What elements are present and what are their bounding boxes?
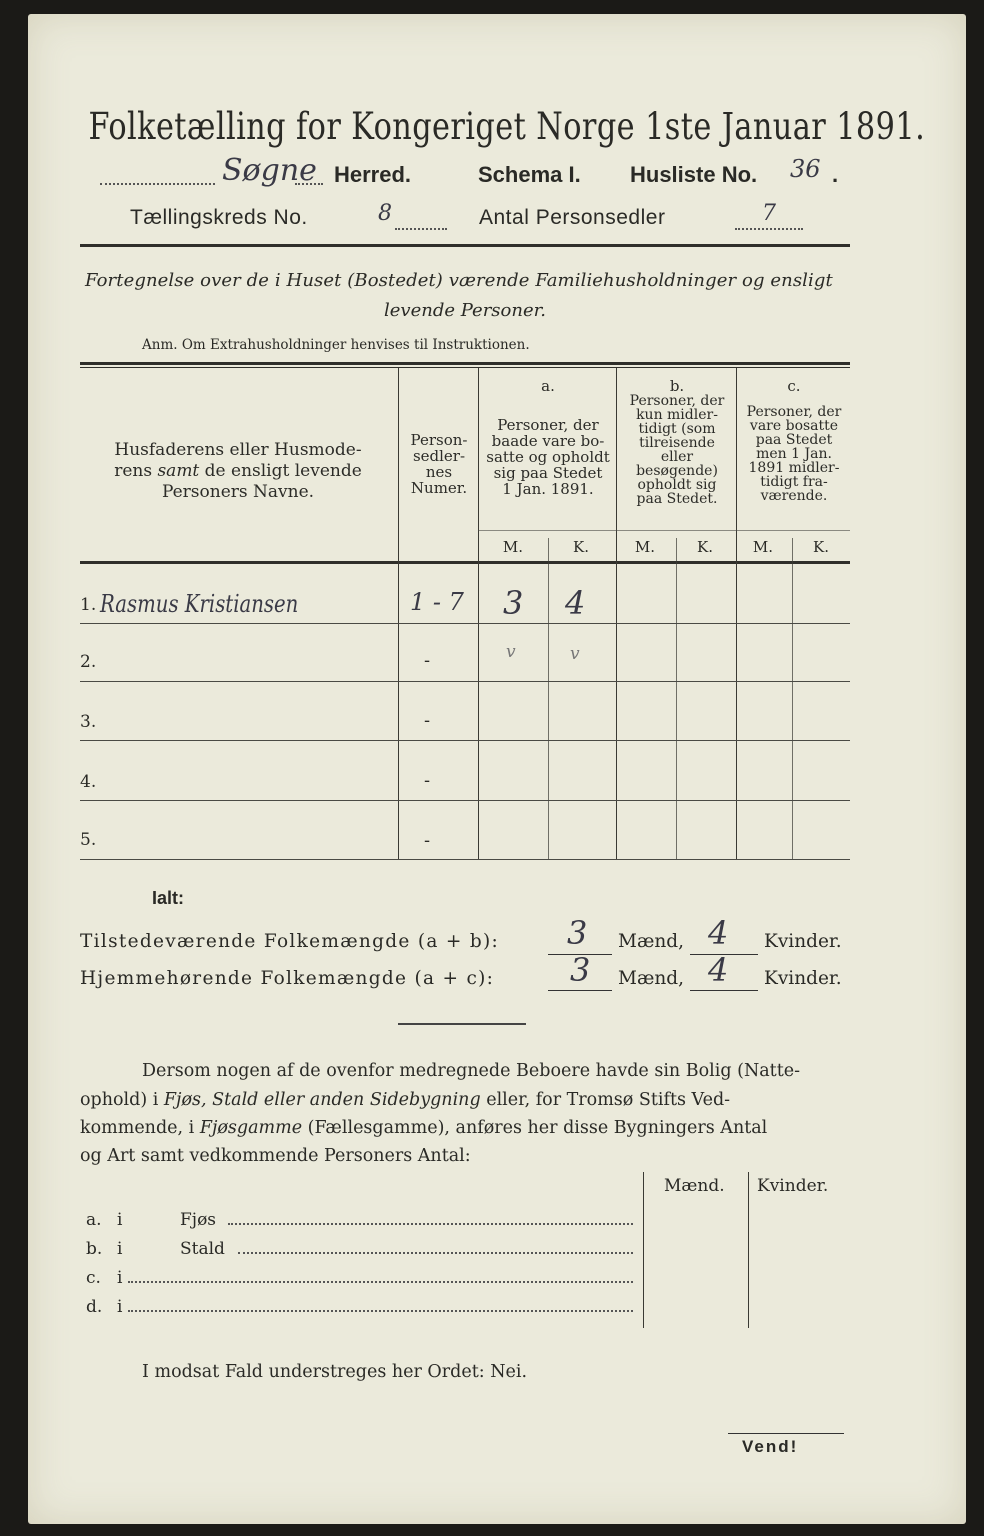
building-letter: c. (86, 1268, 101, 1288)
kreds-dotted-line (395, 228, 447, 230)
col-header-name-line: rens samt de ensligt levende (114, 461, 362, 481)
buildings-para-line: og Art samt vedkommende Personers Antal: (80, 1146, 471, 1166)
col-header-b-line: tidigt (som (638, 421, 716, 437)
row-rule (80, 623, 850, 624)
col-c-m-label: M. (752, 538, 774, 556)
census-form-sheet (28, 14, 966, 1524)
row-number: 1. (80, 595, 97, 615)
col-header-b-line: Personer, der (629, 393, 725, 409)
col-header-name-line: Personers Navne. (161, 482, 315, 502)
building-letter: d. (86, 1297, 103, 1317)
col-header-num-line: Numer. (410, 479, 468, 497)
col-divider-3 (616, 368, 617, 860)
col-header-a-line: Personer, der (497, 416, 599, 434)
col-header-b (618, 394, 736, 506)
col-header-c-line: tidigt fra- (760, 474, 828, 490)
header-rule (80, 244, 850, 247)
col-b-k-label: K. (697, 538, 713, 556)
col-header-b-line: kun midler- (636, 407, 718, 423)
herred-dotted-line-2 (295, 183, 323, 185)
col-header-num-line: nes (425, 463, 453, 481)
row-sedler: - (424, 650, 431, 671)
row-a-k: 4 (565, 584, 586, 622)
anm-note: Anm. Om Extrahusholdninger henvises til Instruktionen. (142, 337, 530, 353)
row-sedler: - (424, 710, 431, 731)
tilstede-maend-word: Mænd, (618, 931, 684, 952)
row-number: 5. (80, 830, 97, 850)
section-divider (398, 1023, 526, 1025)
row-rule (80, 681, 850, 682)
buildings-col-divider-1 (643, 1172, 644, 1328)
hjemme-maend-word: Mænd, (618, 968, 684, 989)
row-name: Rasmus Kristiansen (100, 590, 299, 618)
mk-header-rule (478, 530, 850, 531)
buildings-para-line: ophold) i Fjøs, Stald eller anden Sidebygning eller, for Tromsø Stifts Ved- (80, 1090, 731, 1110)
row-a-m: v (506, 642, 516, 662)
intro-line-2: levende Personer. (384, 300, 546, 321)
kreds-value: 8 (378, 201, 392, 226)
row-number: 4. (80, 772, 97, 792)
col-header-name (82, 440, 394, 503)
col-header-b-line: paa Stedet. (636, 491, 718, 507)
building-prep: i (117, 1210, 123, 1230)
col-header-c-line: 1891 midler- (748, 460, 840, 476)
col-a-k-label: K. (573, 538, 589, 556)
col-header-name-line: Husfaderens eller Husmode- (114, 440, 362, 460)
col-header-c-line: men 1 Jan. (756, 446, 832, 462)
col-a-m-label: M. (502, 538, 524, 556)
building-prep: i (117, 1239, 123, 1259)
col-header-c (738, 405, 850, 503)
building-name: Stald (180, 1239, 225, 1259)
row-a-m: 3 (503, 584, 524, 622)
col-header-num (400, 432, 478, 496)
building-prep: i (117, 1297, 123, 1317)
buildings-kvinder-header: Kvinder. (757, 1176, 829, 1196)
husliste-period: . (832, 162, 839, 187)
buildings-maend-header: Mænd. (664, 1176, 725, 1196)
husliste-label: Husliste No. (630, 162, 758, 187)
tilstede-maend-value: 3 (567, 914, 588, 952)
col-header-c-line: paa Stedet (755, 432, 833, 448)
col-header-b-line: besøgende) (636, 463, 718, 479)
table-top-rule (80, 362, 850, 365)
col-header-a-line: satte og opholdt (486, 448, 610, 466)
col-header-a-letter: a. (541, 377, 555, 395)
ialt-label: Ialt: (152, 888, 185, 908)
col-divider-1 (398, 368, 399, 860)
col-header-a-line: baade vare bo- (491, 432, 605, 450)
form-title: Folketælling for Kongeriget Norge 1ste Januar 1891. (88, 105, 926, 148)
col-header-c-line: værende. (760, 488, 828, 504)
antal-dotted-line (735, 228, 803, 230)
building-letter: b. (86, 1239, 103, 1259)
row-number: 2. (80, 652, 97, 672)
kreds-label: Tællingskreds No. (130, 206, 308, 229)
row-a-k: v (570, 644, 580, 664)
building-dotted-line (128, 1281, 633, 1283)
col-header-a-line: sig paa Stedet (493, 464, 603, 482)
col-c-mk-divider (792, 538, 793, 860)
col-divider-4 (736, 368, 737, 860)
building-dotted-line (128, 1310, 633, 1312)
building-letter: a. (86, 1210, 102, 1230)
col-header-b-line: tilreisende (639, 435, 715, 451)
buildings-para-line: kommende, i Fjøsgamme (Fællesgamme), anføres her disse Bygningers Antal (80, 1118, 768, 1138)
modsat-fald-line: I modsat Fald understreges her Ordet: Nei. (142, 1362, 528, 1382)
col-header-a-line: 1 Jan. 1891. (502, 480, 594, 498)
table-header-bottom-rule (80, 561, 850, 564)
buildings-col-divider-2 (748, 1172, 749, 1328)
col-header-b-line: opholdt sig (637, 477, 717, 493)
hjemme-kvinder-line (690, 990, 758, 991)
col-header-c-letter: c. (787, 377, 801, 395)
building-dotted-line (238, 1252, 633, 1254)
hjemme-kvinder-word: Kvinder. (764, 968, 842, 989)
hjemme-kvinder-value: 4 (708, 951, 729, 989)
vend-rule (728, 1433, 844, 1434)
row-rule (80, 800, 850, 801)
row-sedler: - (424, 830, 431, 851)
intro-line-1: Fortegnelse over de i Huset (Bostedet) værende Familiehusholdninger og ensligt (85, 270, 833, 291)
table-top-rule-thin (80, 367, 850, 368)
col-header-num-line: sedler- (412, 447, 466, 465)
col-header-b-letter: b. (669, 377, 685, 395)
col-c-k-label: K. (813, 538, 829, 556)
col-header-c-line: vare bosatte (749, 418, 839, 434)
row-sedler: - (424, 770, 431, 791)
herred-label: Herred. (334, 162, 412, 187)
col-header-a (480, 417, 616, 497)
vend-label: Vend! (742, 1437, 799, 1456)
building-dotted-line (228, 1223, 633, 1225)
tilstede-kvinder-value: 4 (708, 914, 729, 952)
col-header-b-line: eller (660, 449, 694, 465)
building-prep: i (117, 1268, 123, 1288)
col-header-c-line: Personer, der (746, 404, 842, 420)
husliste-value: 36 (790, 155, 821, 183)
antal-label: Antal Personsedler (479, 206, 666, 229)
col-divider-2 (478, 368, 479, 860)
herred-value: Søgne (222, 153, 317, 188)
tilstede-kvinder-word: Kvinder. (764, 931, 842, 952)
schema-label: Schema I. (478, 162, 581, 187)
row-sedler: 1 - 7 (410, 588, 464, 616)
antal-value: 7 (762, 201, 776, 226)
col-b-m-label: M. (634, 538, 656, 556)
row-rule (80, 740, 850, 741)
col-header-num-line: Person- (410, 431, 468, 449)
row-number: 3. (80, 712, 97, 732)
hjemme-maend-value: 3 (570, 951, 591, 989)
hjemme-maend-line (548, 990, 612, 991)
col-a-mk-divider (548, 538, 549, 860)
buildings-para-line: Dersom nogen af de ovenfor medregnede Beboere havde sin Bolig (Natte- (142, 1061, 801, 1081)
row-rule (80, 859, 850, 860)
col-b-mk-divider (676, 538, 677, 860)
tilstede-label: Tilstedeværende Folkemængde (a + b): (80, 931, 500, 952)
herred-dotted-line (100, 183, 215, 185)
building-name: Fjøs (180, 1210, 217, 1230)
hjemme-label: Hjemmehørende Folkemængde (a + c): (80, 968, 495, 989)
